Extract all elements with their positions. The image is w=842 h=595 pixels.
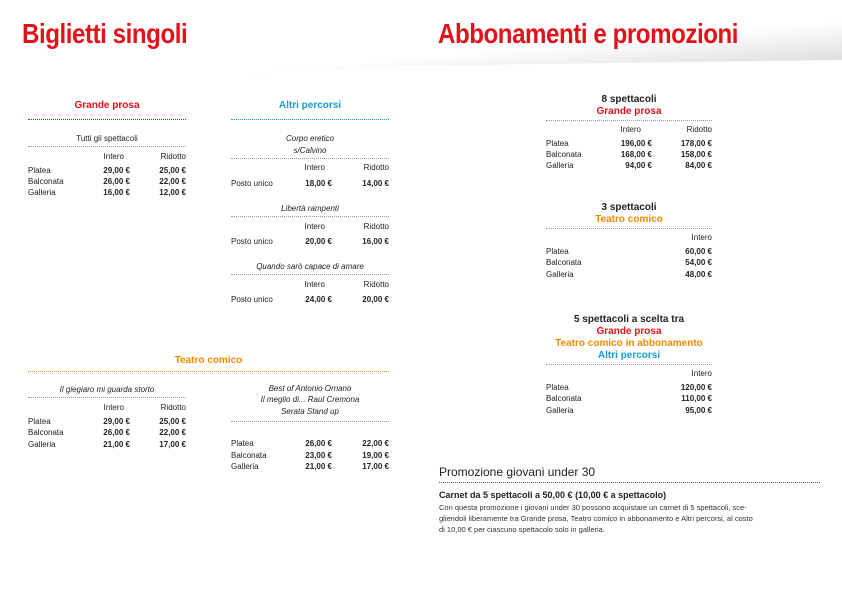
divider (546, 228, 712, 229)
divider (231, 158, 389, 159)
price-intero: 29,00 € (103, 417, 130, 426)
promo-title: Promozione giovani under 30 (439, 465, 596, 479)
divider (231, 119, 389, 120)
price-intero: 120,00 € (680, 383, 712, 392)
show-title: Serata Stand up (281, 407, 339, 416)
price-ridotto: 16,00 € (362, 237, 389, 246)
row-label: Platea (546, 383, 569, 392)
row-label: Platea (546, 139, 569, 148)
col-header-ridotto: Ridotto (363, 280, 389, 289)
section-subtitle: Teatro comico (595, 214, 663, 225)
row-label: Galleria (231, 462, 259, 471)
col-header-intero: Intero (103, 152, 124, 161)
price-intero: 26,00 € (305, 439, 332, 448)
section-subtitle: Grande prosa (596, 106, 662, 117)
row-label: Galleria (28, 188, 56, 197)
row-label: Balconata (546, 150, 582, 159)
price-intero: 60,00 € (685, 247, 712, 256)
show-title: s/Calvino (293, 146, 327, 155)
row-label: Balconata (28, 177, 64, 186)
row-label: Galleria (546, 161, 574, 170)
divider (28, 146, 186, 147)
show-title: Best of Antonio Ornano (268, 384, 352, 393)
price-intero: 110,00 € (681, 394, 712, 403)
price-intero: 29,00 € (103, 166, 130, 175)
price-ridotto: 20,00 € (362, 295, 389, 304)
price-ridotto: 25,00 € (159, 166, 186, 175)
price-ridotto: 25,00 € (159, 417, 186, 426)
section-title: Grande prosa (74, 100, 140, 111)
price-ridotto: 22,00 € (159, 428, 186, 437)
price-intero: 54,00 € (685, 258, 712, 267)
section-subtitle: Teatro comico in abbonamento (555, 338, 703, 349)
col-header-intero: Intero (691, 233, 712, 242)
promo-text-line: Con questa promozione i giovani under 30 possono acquistare un carnet di 5 spettacoli, sce- (439, 503, 747, 512)
row-label: Posto unico (231, 179, 273, 188)
price-ridotto: 12,00 € (159, 188, 186, 197)
show-title: Il giegiaro mi guarda storto (59, 385, 155, 394)
section-title: 8 spettacoli (601, 94, 657, 105)
section-title: Altri percorsi (278, 100, 342, 111)
row-label: Galleria (546, 270, 574, 279)
price-intero: 16,00 € (103, 188, 130, 197)
divider (546, 364, 712, 365)
col-header-ridotto: Ridotto (363, 163, 389, 172)
row-label: Posto unico (231, 295, 273, 304)
row-label: Platea (546, 247, 569, 256)
price-intero: 26,00 € (103, 428, 130, 437)
col-header-intero: Intero (304, 222, 325, 231)
show-title: Tutti gli spettacoli (76, 134, 138, 143)
section-title: 5 spettacoli a scelta tra (573, 314, 685, 325)
price-intero: 21,00 € (103, 440, 130, 449)
divider (231, 216, 389, 217)
price-intero: 26,00 € (103, 177, 130, 186)
section-title: Teatro comico (174, 355, 243, 366)
row-label: Posto unico (231, 237, 273, 246)
price-intero: 21,00 € (305, 462, 332, 471)
row-label: Galleria (28, 440, 56, 449)
price-intero: 48,00 € (685, 270, 712, 279)
price-ridotto: 84,00 € (685, 161, 712, 170)
show-title: Corpo eretico (285, 134, 335, 143)
section-subtitle: Altri percorsi (597, 350, 661, 361)
price-intero: 95,00 € (685, 406, 712, 415)
show-title: Il meglio di... Raul Cremona (260, 395, 360, 404)
col-header-ridotto: Ridotto (363, 222, 389, 231)
price-intero: 168,00 € (620, 150, 652, 159)
promo-text-line: di 10,00 € per ciascuno spettacolo solo in galleria. (439, 525, 605, 534)
price-ridotto: 17,00 € (159, 440, 186, 449)
show-title: Libertà rampenti (281, 204, 339, 213)
section-subtitle: Grande prosa (596, 326, 662, 337)
price-intero: 18,00 € (305, 179, 332, 188)
row-label: Platea (28, 417, 51, 426)
col-header-intero: Intero (103, 403, 124, 412)
col-header-intero: Intero (691, 369, 712, 378)
price-intero: 23,00 € (305, 451, 332, 460)
price-intero: 24,00 € (305, 295, 332, 304)
promo-subtitle: Carnet da 5 spettacoli a 50,00 € (10,00 € a spettacolo) (439, 490, 667, 500)
row-label: Galleria (546, 406, 574, 415)
price-ridotto: 14,00 € (362, 179, 389, 188)
divider (231, 421, 389, 422)
price-intero: 20,00 € (305, 237, 332, 246)
price-ridotto: 19,00 € (362, 451, 389, 460)
price-ridotto: 158,00 € (680, 150, 712, 159)
divider (28, 119, 186, 120)
price-ridotto: 22,00 € (159, 177, 186, 186)
col-header-intero: Intero (304, 163, 325, 172)
col-header-intero: Intero (620, 125, 641, 134)
price-intero: 196,00 € (620, 139, 652, 148)
row-label: Balconata (546, 394, 582, 403)
price-ridotto: 17,00 € (362, 462, 389, 471)
row-label: Balconata (546, 258, 582, 267)
col-header-ridotto: Ridotto (686, 125, 712, 134)
col-header-ridotto: Ridotto (160, 403, 186, 412)
row-label: Platea (28, 166, 51, 175)
row-label: Platea (231, 439, 254, 448)
divider (28, 371, 389, 372)
col-header-ridotto: Ridotto (160, 152, 186, 161)
show-title: Quando sarò capace di amare (256, 262, 364, 271)
divider (439, 482, 820, 483)
price-ridotto: 178,00 € (680, 139, 712, 148)
col-header-intero: Intero (304, 280, 325, 289)
section-title: 3 spettacoli (601, 202, 657, 213)
price-ridotto: 22,00 € (362, 439, 389, 448)
heading-biglietti-singoli: Biglietti singoli (22, 18, 188, 49)
row-label: Balconata (231, 451, 267, 460)
heading-abbonamenti: Abbonamenti e promozioni (438, 18, 739, 49)
divider (546, 120, 712, 121)
divider (231, 274, 389, 275)
promo-text-line: gliendoli liberamente tra Grande prosa, Teatro comico in abbonamento e Altri percorsi, al costo (439, 514, 753, 523)
price-intero: 94,00 € (625, 161, 652, 170)
divider (28, 397, 186, 398)
row-label: Balconata (28, 428, 64, 437)
